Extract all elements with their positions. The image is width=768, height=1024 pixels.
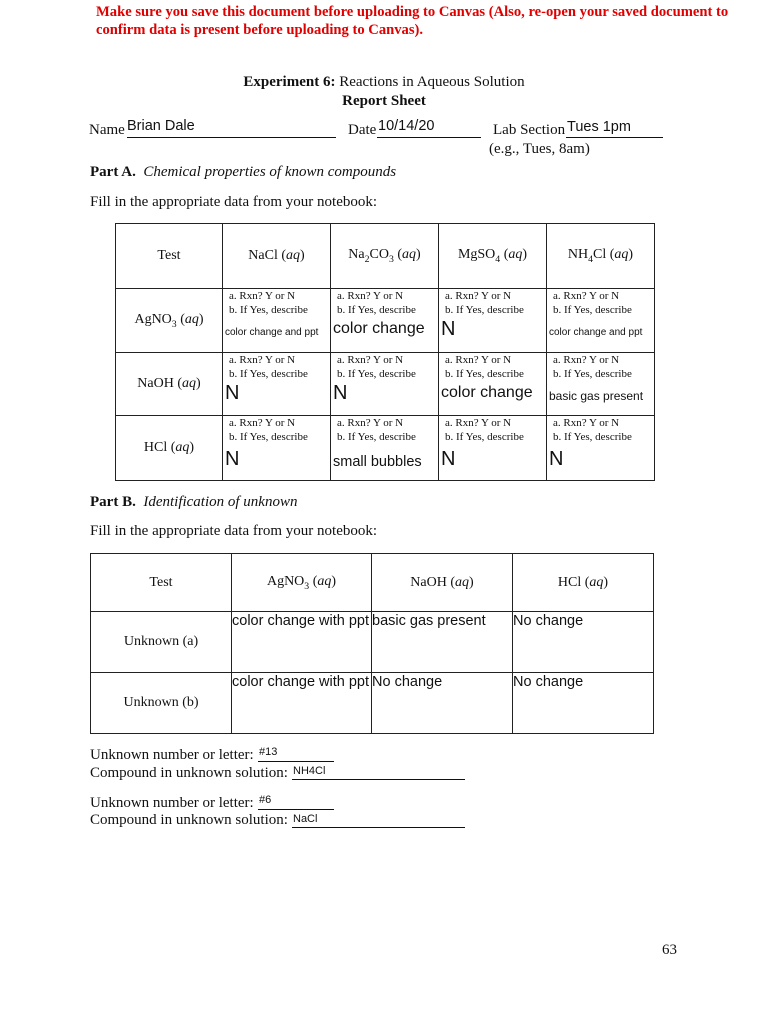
row-label-unknown-a: Unknown (a) (91, 612, 232, 673)
header-hcl: HCl (aq) (513, 554, 654, 612)
answer: N (225, 448, 240, 470)
name-field[interactable]: Brian Dale (127, 118, 195, 134)
experiment-title (0, 74, 768, 91)
cell-agno3-nh4cl[interactable]: a. Rxn? Y or N b. If Yes, describe color change and ppt (547, 289, 655, 353)
answer: N (225, 382, 240, 404)
header-naoh: NaOH (aq) (372, 554, 513, 612)
header-na2co3: $Na_2CO_3$ (aq) (331, 224, 439, 289)
unknown-2-number-label: Unknown number or letter: (90, 795, 254, 811)
unknown-2-compound-field[interactable]: NaCl (293, 813, 318, 825)
unknown-2-compound-label: Compound in unknown solution: (90, 812, 288, 828)
part-a-heading (90, 164, 396, 181)
table-row (116, 416, 655, 481)
header-agno3: AgNO$_3$ (aq) (232, 554, 372, 612)
part-b-instruction: Fill in the appropriate data from your notebook: (90, 523, 378, 539)
cell-unknown-b-naoh[interactable]: No change (372, 673, 513, 734)
name-label: Name (89, 122, 125, 138)
part-a-subtitle: Chemical properties of known compounds (143, 164, 397, 180)
part-b-table (90, 553, 654, 734)
cell-naoh-nacl[interactable]: a. Rxn? Y or N b. If Yes, describe N (223, 353, 331, 416)
part-b-heading (90, 494, 297, 511)
cell-unknown-b-agno3[interactable]: color change with ppt (232, 673, 372, 734)
lab-section-field[interactable]: Tues 1pm (567, 119, 631, 135)
table-header-row (91, 554, 654, 612)
cell-unknown-a-agno3[interactable]: color change with ppt (232, 612, 372, 673)
answer: color change (441, 384, 533, 401)
header-nacl: NaCl (aq) (223, 224, 331, 289)
cell-agno3-nacl[interactable]: a. Rxn? Y or N b. If Yes, describe color change and ppt (223, 289, 331, 353)
row-label-agno3: AgNO$_3$ (aq) (116, 289, 223, 353)
unknown-1-number-field[interactable]: #13 (259, 746, 278, 758)
row-label-hcl: HCl (aq) (116, 416, 223, 481)
date-field[interactable]: 10/14/20 (378, 118, 435, 134)
table-row (91, 673, 654, 734)
table-row (116, 289, 655, 353)
cell-naoh-mgso4[interactable]: a. Rxn? Y or N b. If Yes, describe color change (439, 353, 547, 416)
answer: color change and ppt (549, 327, 643, 338)
answer: N (549, 448, 564, 470)
unknown-1-number-label: Unknown number or letter: (90, 747, 254, 763)
unknown-1-compound-field[interactable]: NH4Cl (293, 765, 326, 777)
table-row (116, 353, 655, 416)
date-label: Date (348, 122, 377, 138)
part-b-subtitle: Identification of unknown (143, 494, 298, 510)
part-b-label: Part B. (90, 494, 136, 510)
answer: N (333, 382, 348, 404)
answer: color change (333, 320, 425, 337)
answer: N (441, 318, 456, 340)
table-row (91, 612, 654, 673)
lab-section-label: Lab Section (493, 122, 566, 138)
cell-naoh-nh4cl[interactable]: a. Rxn? Y or N b. If Yes, describe basic gas present (547, 353, 655, 416)
cell-hcl-nacl[interactable]: a. Rxn? Y or N b. If Yes, describe N (223, 416, 331, 481)
header-test: Test (91, 554, 232, 612)
page-number: 63 (662, 942, 677, 958)
experiment-name: Reactions in Aqueous Solution (339, 74, 525, 90)
part-a-table (115, 223, 655, 481)
report-sheet-title: Report Sheet (342, 93, 426, 109)
header-test: Test (116, 224, 223, 289)
lab-section-hint: (e.g., Tues, 8am) (489, 141, 590, 157)
cell-hcl-mgso4[interactable]: a. Rxn? Y or N b. If Yes, describe N (439, 416, 547, 481)
cell-naoh-na2co3[interactable]: a. Rxn? Y or N b. If Yes, describe N (331, 353, 439, 416)
cell-unknown-a-hcl[interactable]: No change (513, 612, 654, 673)
row-label-unknown-b: Unknown (b) (91, 673, 232, 734)
unknown-1-compound-label: Compound in unknown solution: (90, 765, 288, 781)
table-header-row (116, 224, 655, 289)
header-nh4cl: $NH_4Cl$ (aq) (547, 224, 655, 289)
answer: basic gas present (549, 389, 644, 403)
answer: small bubbles (333, 454, 422, 470)
cell-agno3-mgso4[interactable]: a. Rxn? Y or N b. If Yes, describe N (439, 289, 547, 353)
answer: N (441, 448, 456, 470)
part-a-label: Part A. (90, 164, 136, 180)
header-mgso4: MgSO$_4$ (aq) (439, 224, 547, 289)
unknown-2-number-field[interactable]: #6 (259, 794, 272, 806)
cell-hcl-nh4cl[interactable]: a. Rxn? Y or N b. If Yes, describe N (547, 416, 655, 481)
experiment-prefix: Experiment 6: (243, 74, 336, 90)
cell-unknown-a-naoh[interactable]: basic gas present (372, 612, 513, 673)
cell-unknown-b-hcl[interactable]: No change (513, 673, 654, 734)
cell-hcl-na2co3[interactable]: a. Rxn? Y or N b. If Yes, describe small bubbles (331, 416, 439, 481)
save-warning: Make sure you save this document before uploading to Canvas (Also, re-open your saved document to confirm data is present before uploading to Canvas). (96, 4, 729, 38)
part-a-instruction: Fill in the appropriate data from your notebook: (90, 194, 378, 210)
answer: color change and ppt (225, 327, 319, 338)
cell-agno3-na2co3[interactable]: a. Rxn? Y or N b. If Yes, describe color change (331, 289, 439, 353)
row-label-naoh: NaOH (aq) (116, 353, 223, 416)
